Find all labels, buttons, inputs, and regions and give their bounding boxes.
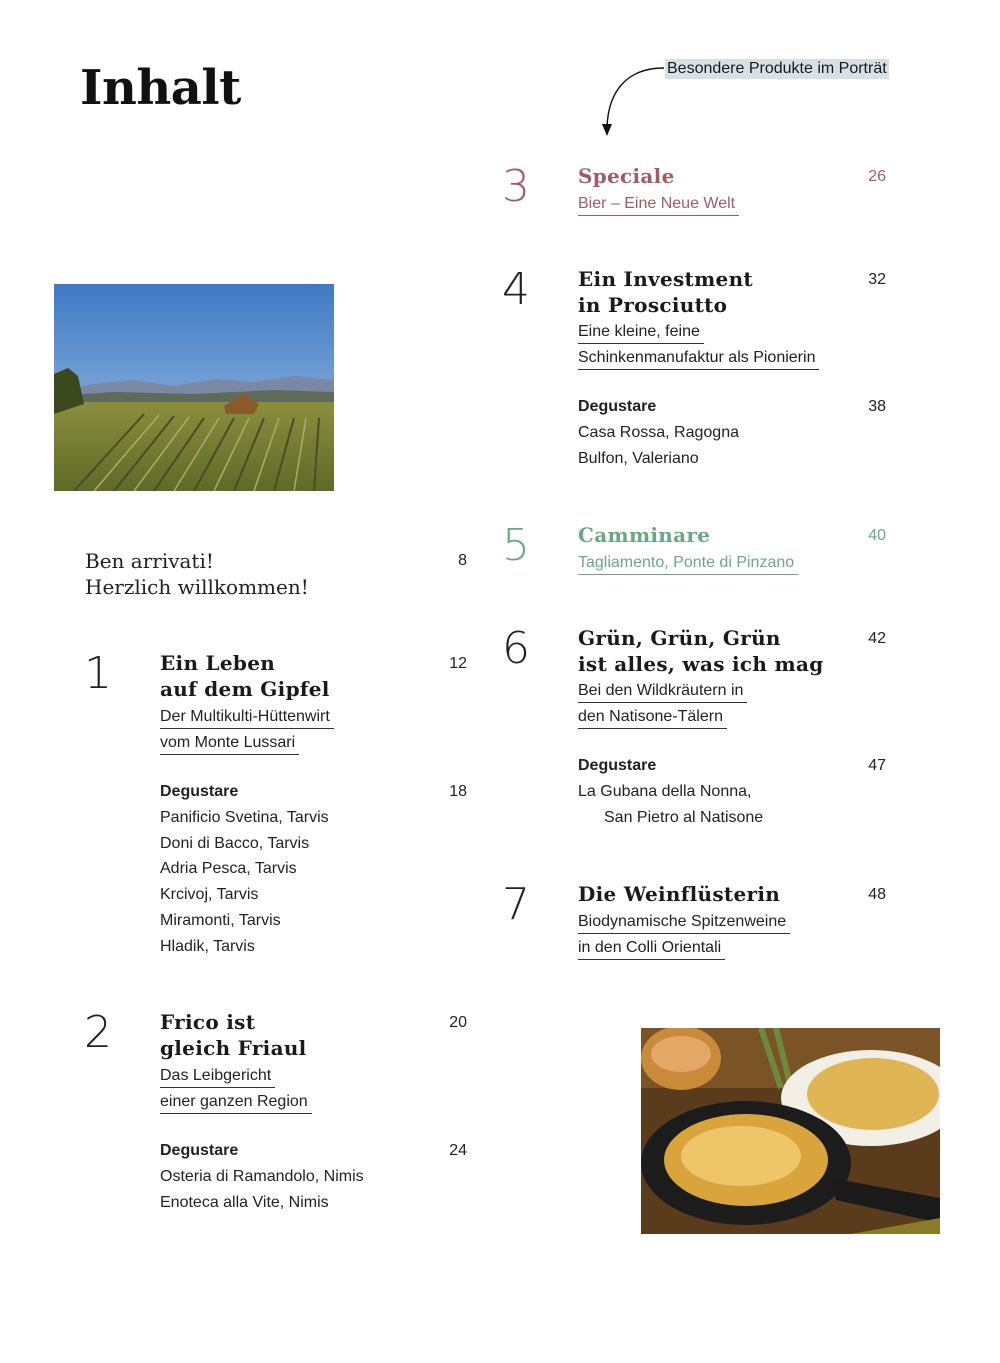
chapter-3-title: Speciale <box>578 164 675 188</box>
chapter-7-subtitle-line-2[interactable]: in den Colli Orientali <box>578 937 725 960</box>
list-item: Adria Pesca, Tarvis <box>160 860 297 878</box>
chapter-2-degustare-label: Degustare <box>160 1142 239 1159</box>
frico-image <box>641 1028 940 1234</box>
chapter-7-subtitle[interactable] <box>578 909 790 961</box>
chapter-5-page: 40 <box>868 527 886 544</box>
chapter-1-number: 1 <box>84 648 112 699</box>
chapter-4-subtitle-line-1[interactable]: Eine kleine, feine <box>578 321 704 344</box>
list-item: Hladik, Tarvis <box>160 937 255 955</box>
chapter-4-title-line-1: Ein Investment <box>578 267 753 291</box>
list-item: Miramonti, Tarvis <box>160 911 281 929</box>
chapter-4-degustare-page: 38 <box>868 398 886 415</box>
list-item: Krcivoj, Tarvis <box>160 886 259 904</box>
chapter-6-title <box>578 625 824 677</box>
list-item: Casa Rossa, Ragogna <box>578 424 739 441</box>
intro-heading <box>85 548 309 600</box>
intro-page-number: 8 <box>458 552 467 569</box>
intro-line-1: Ben arrivati! <box>85 549 214 573</box>
chapter-1-degustare-page: 18 <box>449 783 467 800</box>
chapter-2-number: 2 <box>84 1007 112 1058</box>
chapter-4-subtitle-line-2[interactable]: Schinkenmanufaktur als Pionierin <box>578 347 819 370</box>
frico-photo <box>641 1028 940 1234</box>
chapter-4-title-line-2: in Prosciutto <box>578 293 728 317</box>
chapter-6-title-line-1: Grün, Grün, Grün <box>578 626 781 650</box>
chapter-2-subtitle-line-2[interactable]: einer ganzen Region <box>160 1091 312 1114</box>
chapter-6-number: 6 <box>502 623 530 674</box>
landscape-image <box>54 284 334 491</box>
chapter-6-subtitle-line-1[interactable]: Bei den Wildkräutern in <box>578 680 747 703</box>
chapter-2-title-line-2: gleich Friaul <box>160 1036 307 1060</box>
landscape-photo <box>54 284 334 491</box>
chapter-3-number: 3 <box>502 161 530 212</box>
list-item: Enoteca alla Vite, Nimis <box>160 1193 329 1211</box>
chapter-4-degustare-label: Degustare <box>578 398 657 415</box>
chapter-3-subtitle[interactable] <box>578 191 739 217</box>
chapter-7-number: 7 <box>502 879 530 930</box>
chapter-6-degustare-page: 47 <box>868 757 886 774</box>
page-title: Inhalt <box>80 60 241 116</box>
chapter-7-page: 48 <box>868 886 886 903</box>
chapter-6-degustare-list <box>578 779 763 830</box>
chapter-4-title <box>578 266 753 318</box>
chapter-4-page: 32 <box>868 271 886 288</box>
chapter-3-page: 26 <box>868 168 886 185</box>
chapter-2-title <box>160 1009 307 1061</box>
chapter-1-subtitle-line-1[interactable]: Der Multikulti-Hüttenwirt <box>160 706 334 729</box>
chapter-5-subtitle-line-1[interactable]: Tagliamento, Ponte di Pinzano <box>578 552 798 575</box>
chapter-2-subtitle-line-1[interactable]: Das Leibgericht <box>160 1065 275 1088</box>
list-item: Doni di Bacco, Tarvis <box>160 834 310 852</box>
chapter-1-subtitle[interactable] <box>160 704 334 756</box>
list-item: La Gubana della Nonna, <box>578 783 752 800</box>
chapter-4-subtitle[interactable] <box>578 319 819 371</box>
chapter-5-title: Camminare <box>578 523 711 547</box>
chapter-7-subtitle-line-1[interactable]: Biodynamische Spitzenweine <box>578 911 790 934</box>
list-item: San Pietro al Natisone <box>604 808 764 826</box>
chapter-6-subtitle-line-2[interactable]: den Natisone-Tälern <box>578 706 727 729</box>
chapter-1-degustare-label: Degustare <box>160 783 239 800</box>
list-item: Bulfon, Valeriano <box>578 449 699 467</box>
chapter-7-title: Die Weinflüsterin <box>578 882 781 906</box>
callout-label: Besondere Produkte im Porträt <box>667 60 887 77</box>
chapter-6-title-line-2: ist alles, was ich mag <box>578 652 824 676</box>
chapter-1-title <box>160 650 330 702</box>
list-item: Osteria di Ramandolo, Nimis <box>160 1168 364 1185</box>
chapter-2-degustare-list <box>160 1164 364 1215</box>
chapter-1-title-line-1: Ein Leben <box>160 651 276 675</box>
chapter-6-page: 42 <box>868 630 886 647</box>
chapter-2-title-line-1: Frico ist <box>160 1010 256 1034</box>
chapter-2-subtitle[interactable] <box>160 1063 312 1115</box>
chapter-1-title-line-2: auf dem Gipfel <box>160 677 330 701</box>
chapter-4-degustare-list <box>578 420 739 471</box>
chapter-6-subtitle[interactable] <box>578 678 747 730</box>
chapter-1-page: 12 <box>449 655 467 672</box>
chapter-2-degustare-page: 24 <box>449 1142 467 1159</box>
chapter-5-subtitle[interactable] <box>578 550 798 576</box>
chapter-2-page: 20 <box>449 1014 467 1031</box>
callout-arrow-icon <box>598 62 668 138</box>
list-item: Panificio Svetina, Tarvis <box>160 809 329 826</box>
chapter-3-subtitle-line-1[interactable]: Bier – Eine Neue Welt <box>578 193 739 216</box>
chapter-4-number: 4 <box>502 264 530 315</box>
chapter-1-subtitle-line-2[interactable]: vom Monte Lussari <box>160 732 299 755</box>
chapter-5-number: 5 <box>502 520 530 571</box>
intro-line-2: Herzlich willkommen! <box>85 575 309 599</box>
chapter-1-degustare-list <box>160 805 329 959</box>
chapter-6-degustare-label: Degustare <box>578 757 657 774</box>
